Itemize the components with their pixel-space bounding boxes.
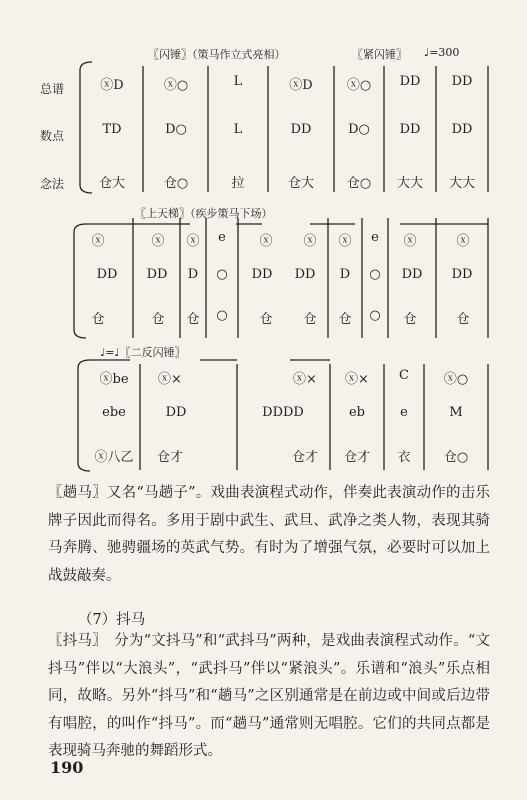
b1-r1-c5: ⓧ○ — [346, 78, 372, 93]
b3-r2-c6: M — [449, 405, 463, 420]
b3-r3-c4: 仓才 — [343, 450, 371, 465]
b1-r1-c3: L — [233, 74, 243, 89]
b1-r3-c5: 仓○ — [346, 176, 372, 191]
b2-r1-c5: ⓧ — [259, 234, 273, 249]
b3-r2-c1: ebe — [102, 405, 126, 420]
b2-r2-c3: D — [187, 267, 199, 282]
b3-r3-c2: 仓才 — [156, 450, 184, 465]
b3-r1-c1: ⓧbe — [99, 372, 129, 387]
b3-r1-c4: ⓧ× — [345, 372, 369, 387]
b2-r3-c4: ○ — [216, 308, 228, 323]
b2-r2-c6: DD — [294, 267, 316, 282]
b1-r3-c7: 大大 — [448, 176, 476, 191]
row-label-recite: 念法 — [40, 177, 65, 191]
b2-r2-c4: ○ — [216, 267, 228, 282]
b2-r3-c10: 仓 — [456, 312, 470, 327]
b3-r3-c5: 衣 — [397, 450, 411, 465]
b3-r2-c3: DDDD — [262, 405, 304, 420]
row-label-score: 总谱 — [40, 82, 65, 96]
b2-r3-c9: 仓 — [403, 312, 417, 327]
b3-r2-c2: DD — [165, 405, 187, 420]
paragraph-douma — [48, 628, 490, 766]
b3-r1-c5: C — [399, 368, 409, 383]
b1-r3-c1: 仓大 — [98, 176, 126, 191]
b1-r3-c4: 仓大 — [287, 176, 315, 191]
b3-r3-c3: 仓才 — [291, 450, 319, 465]
block1-tempo: ♩=300 — [424, 46, 460, 59]
b2-r3-c8: ○ — [369, 308, 381, 323]
b2-r3-c6: 仓 — [303, 312, 317, 327]
b1-r2-c1: TD — [102, 122, 122, 137]
row-label-count: 数点 — [40, 129, 65, 143]
b2-r3-c5: 仓 — [259, 312, 273, 327]
b2-r2-c10: DD — [451, 267, 473, 282]
b1-r2-c4: DD — [290, 122, 312, 137]
b2-r1-c8: e — [371, 230, 379, 245]
b1-r2-c5: D○ — [348, 122, 370, 137]
b2-r3-c2: 仓 — [151, 312, 165, 327]
b3-r1-c3: ⓧ× — [293, 372, 317, 387]
b1-r2-c6: DD — [399, 122, 421, 137]
b2-r2-c8: ○ — [369, 267, 381, 282]
b1-r3-c6: 大大 — [396, 176, 424, 191]
b1-r3-c3: 拉 — [231, 176, 245, 191]
b1-r1-c2: ⓧ○ — [163, 78, 189, 93]
b2-r1-c10: ⓧ — [456, 234, 470, 249]
b3-r1-c6: ⓧ○ — [443, 372, 469, 387]
b2-r1-c4: e — [218, 230, 226, 245]
section-heading-douma: （7）抖马 — [78, 612, 146, 628]
b1-r2-c2: D○ — [165, 122, 187, 137]
paragraph-tangma — [48, 480, 490, 590]
paragraph-douma-text: 〖抖马〗 分为“文抖马”和“武抖马”两种，是戏曲表演程式动作。“文抖马”伴以“大浪头”，“武抖马”伴以“紧浪头”。乐谱和“浪头”乐点相同，故略。另外“抖马”和“趟马”之区别通常是在前边或中间或后边带有唱腔，的叫作“抖马”。而“趟马”通常则无唱腔。它们的共同点都是表现骑马奔驰的舞蹈形式。 — [48, 633, 490, 759]
block1-header-left: 〖闪锤〗（策马作立式亮相） — [148, 48, 286, 61]
b1-r2-c3: L — [233, 122, 243, 137]
b2-r3-c7: 仓 — [338, 312, 352, 327]
b1-r1-c6: DD — [399, 74, 421, 89]
b2-r3-c1: 仓 — [91, 312, 105, 327]
b3-r2-c5: e — [400, 405, 408, 420]
b2-r1-c6: ⓧ — [303, 234, 317, 249]
block3-header: ♩=♩〖二反闪锤〗 — [100, 346, 186, 359]
b2-r2-c9: DD — [401, 267, 423, 282]
b3-r1-c2: ⓧ× — [158, 372, 182, 387]
b2-r1-c3: ⓧ — [186, 234, 200, 249]
b3-r3-c1: ⓧ八乙 — [94, 450, 134, 465]
b2-r3-c3: 仓 — [186, 312, 200, 327]
b2-r1-c9: ⓧ — [403, 234, 417, 249]
b2-r1-c7: ⓧ — [338, 234, 352, 249]
b2-r1-c1: ⓧ — [91, 234, 105, 249]
page-number: 190 — [50, 758, 84, 777]
block2-header: 〖上天梯〗（疾步策马下场） — [135, 207, 273, 220]
b2-r2-c5: DD — [251, 267, 273, 282]
b1-r1-c7: DD — [451, 74, 473, 89]
paragraph-tangma-text: 〖趟马〗又名“马趟子”。戏曲表演程式动作，伴奏此表演动作的击乐牌子因此而得名。多用于剧中武生、武旦、武净之类人物，表现其骑马奔腾、驰骋疆场的英武气势。有时为了增强气氛，必要时可以加上战鼓敲奏。 — [48, 485, 490, 584]
b1-r1-c4: ⓧD — [289, 78, 313, 93]
b2-r2-c7: D — [339, 267, 351, 282]
b2-r2-c1: DD — [96, 267, 118, 282]
block1-header-mid: 〖紧闪锤〗 — [352, 48, 407, 61]
b1-r2-c7: DD — [451, 122, 473, 137]
b1-r3-c2: 仓○ — [163, 176, 189, 191]
b2-r2-c2: DD — [146, 267, 168, 282]
b3-r2-c4: eb — [348, 405, 366, 420]
b2-r1-c2: ⓧ — [151, 234, 165, 249]
b1-r1-c1: ⓧD — [100, 78, 124, 93]
b3-r3-c6: 仓○ — [443, 450, 469, 465]
